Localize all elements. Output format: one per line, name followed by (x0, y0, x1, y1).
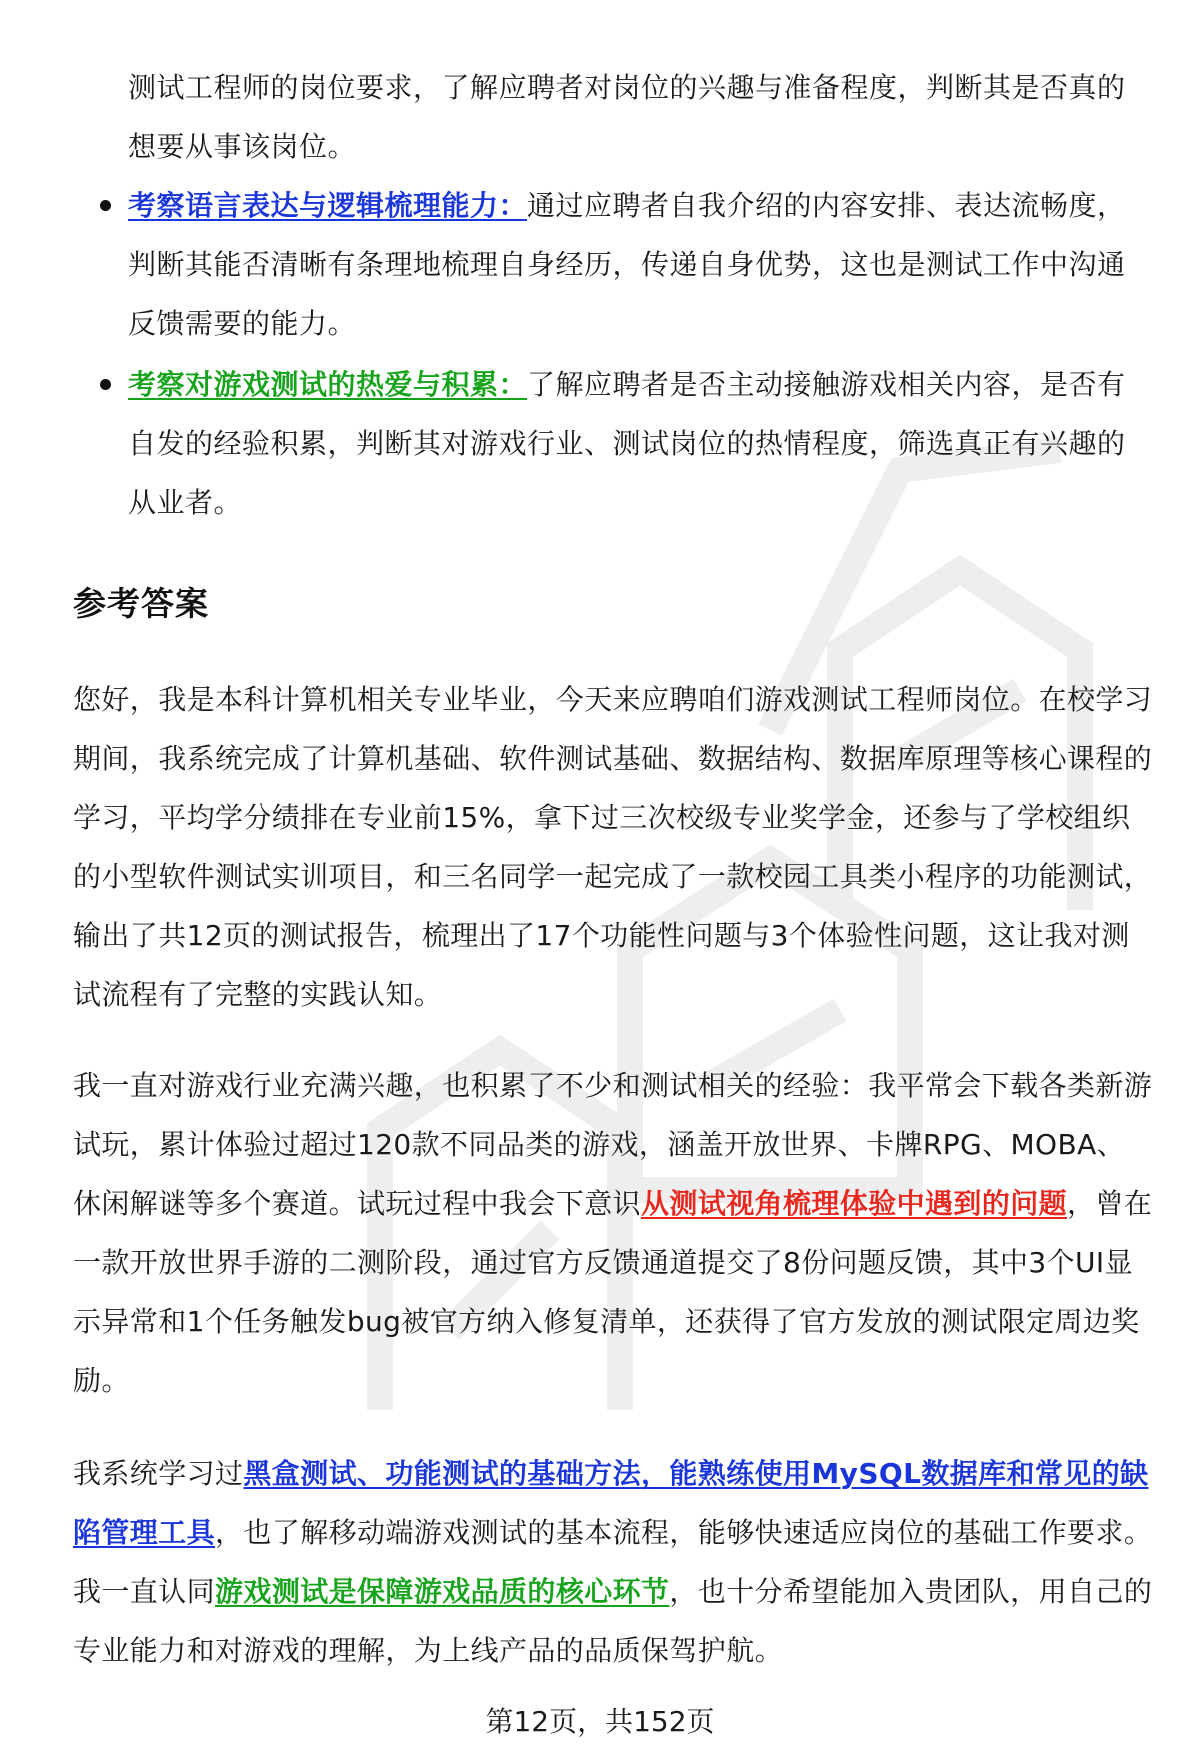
answer-paragraph-3 (73, 1444, 1153, 1680)
paragraph-text: 我系统学习过 (73, 1457, 244, 1490)
list-item (128, 176, 1148, 353)
answer-paragraph-2 (73, 1056, 1153, 1410)
bullet-highlight: 考察对游戏测试的热爱与积累： (128, 368, 528, 401)
highlight-text: 从测试视角梳理体验中遇到的问题 (641, 1187, 1068, 1220)
bullet-dot-icon (100, 379, 111, 390)
bullet-text: 了解应聘者是否主动接触游戏相关内容，是否有自发的经验积累，判断其对游戏行业、测试岗位的热情程度，筛选真正有兴趣的从业者。 (128, 368, 1126, 519)
bullet-dot-icon (100, 200, 111, 211)
continuation-text: 测试工程师的岗位要求，了解应聘者对岗位的兴趣与准备程度，判断其是否真的想要从事该岗位。 (128, 71, 1126, 163)
list-item (128, 355, 1148, 532)
bullet-text: 通过应聘者自我介绍的内容安排、表达流畅度，判断其能否清晰有条理地梳理自身经历，传递自身优势，这也是测试工作中沟通反馈需要的能力。 (128, 189, 1126, 340)
paragraph-text: ，曾在一款开放世界手游的二测阶段，通过官方反馈通道提交了8份问题反馈，其中3个UI显示异常和1个任务触发bug被官方纳入修复清单，还获得了官方发放的测试限定周边奖励。 (73, 1187, 1153, 1397)
page-number: 第12页，共152页 (485, 1705, 715, 1738)
paragraph-text: ，也了解移动端游戏测试的基本流程，能够快速适应岗位的基础工作要求。我一直认同 (73, 1516, 1153, 1608)
paragraph-text: ，也十分希望能加入贵团队，用自己的专业能力和对游戏的理解，为上线产品的品质保驾护航。 (73, 1575, 1153, 1667)
bullet-list (128, 176, 1148, 534)
section-heading: 参考答案 (73, 584, 209, 623)
highlight-text: 黑盒测试、功能测试的基础方法，能熟练使用MySQL数据库和常见的缺陷管理工具 (73, 1457, 1149, 1549)
bullet-highlight: 考察语言表达与逻辑梳理能力： (128, 189, 528, 222)
paragraph-text: 我一直对游戏行业充满兴趣，也积累了不少和测试相关的经验：我平常会下载各类新游试玩，累计体验过超过120款不同品类的游戏，涵盖开放世界、卡牌RPG、MOBA、休闲解谜等多个赛道。试玩过程中我会下意识 (73, 1069, 1153, 1220)
highlight-text: 游戏测试是保障游戏品质的核心环节 (215, 1575, 670, 1608)
answer-paragraph-1: 您好，我是本科计算机相关专业毕业，今天来应聘咱们游戏测试工程师岗位。在校学习期间，我系统完成了计算机基础、软件测试基础、数据结构、数据库原理等核心课程的学习，平均学分绩排在专业前15%，拿下过三次校级专业奖学金，还参与了学校组织的小型软件测试实训项目，和三名同学一起完成了一款校园工具类小程序的功能测试，输出了共12页的测试报告，梳理出了17个功能性问题与3个体验性问题，这让我对测试流程有了完整的实践认知。 (73, 683, 1153, 1011)
